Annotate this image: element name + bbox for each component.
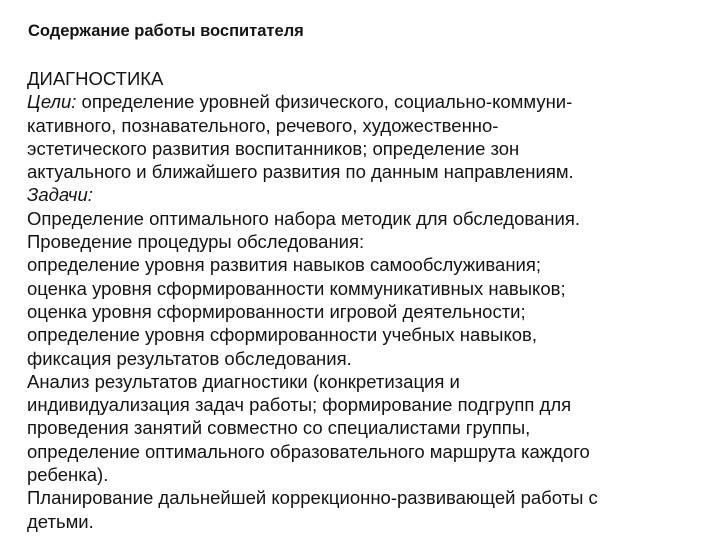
- goals-text-start: определение уровней физического, социально-коммуни-: [76, 91, 573, 113]
- goals-line-2: кативного, познавательного, речевого, художественно-: [27, 114, 499, 136]
- tasks-line-8: Анализ результатов диагностики (конкретизация и: [27, 370, 460, 392]
- goals-label: Цели:: [27, 91, 77, 113]
- goals-line-3: эстетического развития воспитанников; определение зон: [27, 137, 520, 159]
- tasks-line-10: проведения занятий совместно со специалистами группы,: [27, 417, 531, 439]
- tasks-line-1: Определение оптимального набора методик для обследования.: [27, 207, 581, 229]
- tasks-line-3: определение уровня развития навыков самообслуживания;: [27, 254, 542, 276]
- tasks-label: Задачи:: [27, 184, 93, 206]
- tasks-line-6: определение уровня сформированности учебных навыков,: [27, 324, 537, 346]
- tasks-line-13: Планирование дальнейшей коррекционно-развивающей работы с: [27, 487, 598, 509]
- tasks-line-9: индивидуализация задач работы; формирование подгрупп для: [27, 394, 572, 416]
- section-heading: ДИАГНОСТИКА: [27, 68, 164, 89]
- tasks-line-7: фиксация результатов обследования.: [27, 347, 352, 369]
- tasks-line-12: ребенка).: [27, 464, 109, 486]
- tasks-line-11: определение оптимального образовательного маршрута каждого: [27, 440, 590, 462]
- page-title: Содержание работы воспитателя: [28, 22, 304, 40]
- tasks-line-5: оценка уровня сформированности игровой деятельности;: [27, 300, 526, 322]
- tasks-line-2: Проведение процедуры обследования:: [27, 231, 365, 253]
- tasks-line-14: детьми.: [27, 510, 94, 532]
- slide-body: [27, 67, 707, 533]
- goals-line-1: [27, 90, 707, 113]
- goals-line-4: актуального и ближайшего развития по данным направлениям.: [27, 161, 574, 183]
- tasks-line-4: оценка уровня сформированности коммуникативных навыков;: [27, 277, 566, 299]
